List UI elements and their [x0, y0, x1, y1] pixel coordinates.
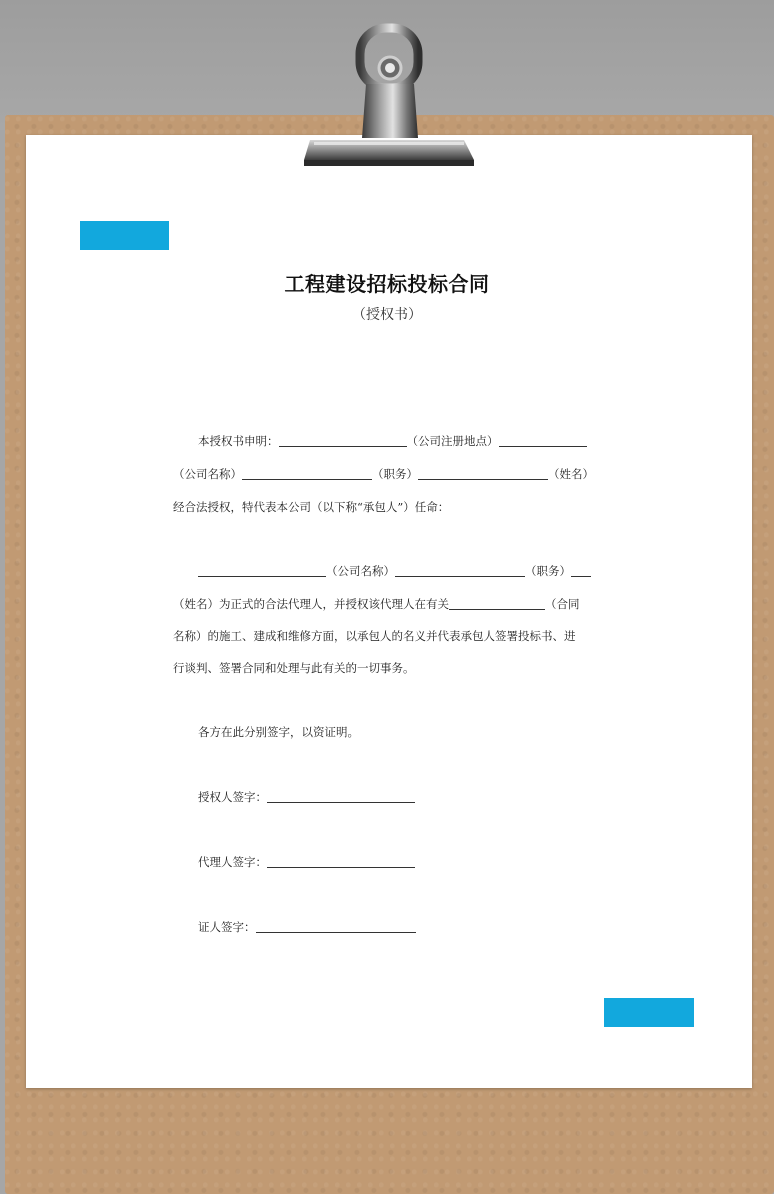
text-segment: （姓名）为正式的合法代理人，并授权该代理人在有关: [173, 597, 449, 611]
text-line: 名称）的施工、建成和维修方面，以承包人的名义并代表承包人签署投标书、进: [173, 629, 576, 643]
accent-bar-bottom: [604, 998, 694, 1027]
blank-field[interactable]: [279, 434, 407, 447]
blank-field[interactable]: [449, 597, 545, 610]
page-title: 工程建设招标投标合同: [284, 272, 490, 296]
blank-field[interactable]: [571, 564, 591, 577]
text-segment: （公司名称）: [326, 564, 395, 578]
signature-label: 证人签字：: [198, 920, 256, 934]
binder-clip-icon: [296, 22, 478, 182]
blank-field[interactable]: [242, 467, 372, 480]
blank-field[interactable]: [395, 564, 525, 577]
signature-field[interactable]: [256, 920, 416, 933]
text-segment: 各方在此分别签字，以资证明。: [198, 725, 359, 739]
text-line: [173, 724, 628, 740]
page-subtitle: （授权书）: [352, 307, 422, 323]
signature-field[interactable]: [267, 855, 415, 868]
text-line: 行谈判、签署合同和处理与此有关的一切事务。: [173, 661, 415, 675]
text-segment: （职务）: [372, 467, 418, 481]
text-segment: （职务）: [525, 564, 571, 578]
blank-field[interactable]: [499, 434, 587, 447]
signature-line-witness: [173, 919, 628, 935]
signature-label: 代理人签字：: [198, 855, 267, 869]
signature-line-authorizer: [173, 789, 628, 805]
blank-field[interactable]: [198, 564, 326, 577]
text-line: [173, 563, 628, 579]
signature-line-agent: [173, 854, 628, 870]
text-line: 经合法授权，特代表本公司（以下称“承包人”）任命：: [173, 500, 450, 514]
text-line: [173, 433, 628, 449]
blank-field[interactable]: [418, 467, 548, 480]
text-segment: （公司注册地点）: [406, 434, 499, 448]
text-line: [173, 466, 603, 482]
signature-label: 授权人签字：: [198, 790, 267, 804]
text-segment: （合同: [545, 597, 580, 611]
text-segment: （公司名称）: [173, 467, 242, 481]
signature-field[interactable]: [267, 790, 415, 803]
accent-bar-top: [80, 221, 169, 250]
text-segment: 本授权书申明：: [198, 434, 279, 448]
text-segment: （姓名）: [548, 467, 594, 481]
text-line: [173, 596, 603, 612]
